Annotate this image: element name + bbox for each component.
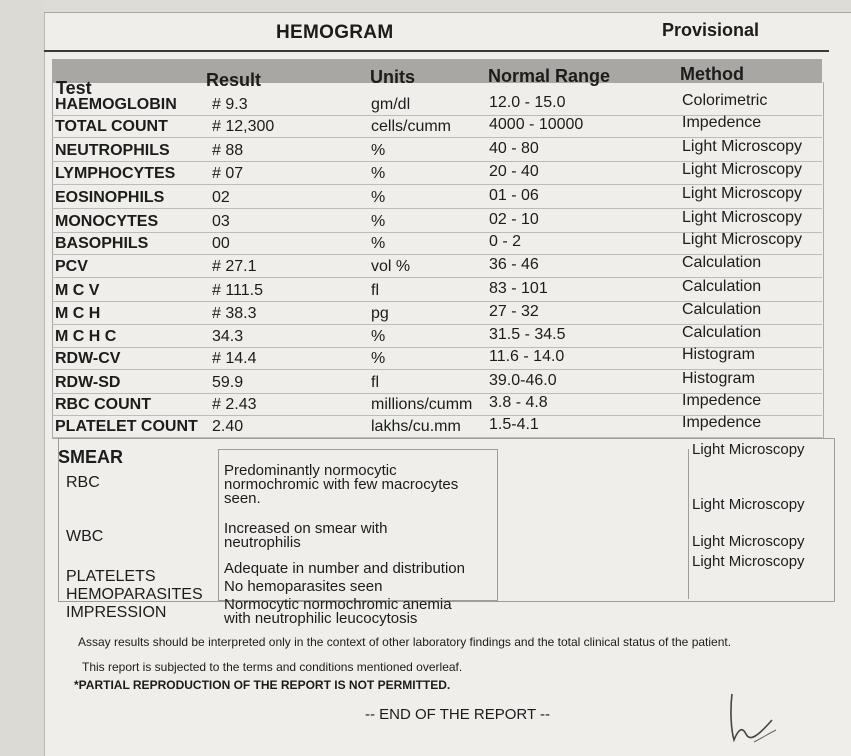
test-units: fl: [371, 374, 379, 391]
test-range: 40 - 80: [489, 140, 539, 157]
smear-method: Light Microscopy: [692, 496, 805, 513]
header-units: Units: [370, 67, 415, 87]
test-result: 03: [212, 213, 230, 230]
test-range: 20 - 40: [489, 163, 539, 180]
test-method: Light Microscopy: [682, 161, 803, 178]
test-units: gm/dl: [371, 96, 411, 113]
test-units: lakhs/cu.mm: [371, 418, 461, 435]
smear-finding: seen.: [224, 490, 261, 507]
smear-finding: No hemoparasites seen: [224, 578, 383, 595]
test-method: Impedence: [682, 392, 762, 409]
smear-test: WBC: [66, 528, 104, 545]
smear-test: PLATELETS: [66, 568, 156, 585]
header-test: Test: [56, 78, 92, 98]
test-method: Light Microscopy: [682, 231, 803, 248]
smear-method: Light Microscopy: [692, 441, 805, 458]
test-method: Calculation: [682, 278, 762, 295]
note-terms: This report is subjected to the terms and conditions mentioned overleaf.: [82, 660, 463, 674]
smear-test: HEMOPARASITES: [66, 586, 203, 603]
test-name: HAEMOGLOBIN: [55, 96, 177, 113]
test-range: 39.0-46.0: [489, 372, 557, 389]
test-result: # 88: [212, 142, 244, 159]
smear-finding: with neutrophilic leucocytosis: [224, 610, 418, 627]
test-method: Histogram: [682, 346, 755, 363]
test-name: M C V: [55, 282, 100, 299]
test-units: pg: [371, 305, 389, 322]
test-units: %: [371, 165, 386, 182]
test-method: Impedence: [682, 414, 762, 431]
report-status: Provisional: [662, 20, 760, 40]
test-range: 36 - 46: [489, 256, 539, 273]
header-result: Result: [206, 70, 262, 90]
test-result: # 9.3: [212, 96, 248, 113]
test-result: 2.40: [212, 418, 244, 435]
test-units: %: [371, 350, 386, 367]
test-name: PLATELET COUNT: [55, 418, 198, 435]
test-units: %: [371, 213, 386, 230]
smear-finding: Adequate in number and distribution: [224, 560, 465, 577]
test-method: Impedence: [682, 114, 762, 131]
smear-method: Light Microscopy: [692, 533, 805, 550]
test-name: NEUTROPHILS: [55, 142, 170, 159]
test-units: vol %: [371, 258, 411, 275]
test-name: TOTAL COUNT: [55, 118, 168, 135]
test-result: 00: [212, 235, 230, 252]
test-method: Calculation: [682, 324, 762, 341]
test-method: Calculation: [682, 254, 762, 271]
test-result: # 2.43: [212, 396, 257, 413]
test-result: # 27.1: [212, 258, 257, 275]
signature-mark: [724, 690, 784, 750]
test-units: %: [371, 235, 386, 252]
test-method: Histogram: [682, 370, 755, 387]
test-name: EOSINOPHILS: [55, 189, 165, 206]
report-title: HEMOGRAM: [276, 22, 394, 43]
test-name: BASOPHILS: [55, 235, 149, 252]
smear-finding: normochromic with few macrocytes: [224, 476, 459, 493]
test-method: Calculation: [682, 301, 762, 318]
test-name: RDW-CV: [55, 350, 121, 367]
test-method: Light Microscopy: [682, 185, 803, 202]
test-range: 31.5 - 34.5: [489, 326, 566, 343]
test-units: millions/cumm: [371, 396, 473, 413]
smear-finding: Predominantly normocytic: [224, 462, 397, 479]
smear-spacer-column: [496, 449, 689, 599]
test-units: %: [371, 189, 386, 206]
test-range: 02 - 10: [489, 211, 539, 228]
note-interpretation: Assay results should be interpreted only in the context of other laboratory findings and the total clinical status of the patient.: [78, 635, 732, 649]
test-result: 34.3: [212, 328, 244, 345]
test-range: 27 - 32: [489, 303, 539, 320]
smear-finding: Increased on smear with: [224, 520, 388, 537]
test-name: M C H C: [55, 328, 117, 345]
test-result: 02: [212, 189, 230, 206]
smear-test: IMPRESSION: [66, 604, 167, 621]
test-method: Light Microscopy: [682, 138, 803, 155]
page-edge: [0, 0, 45, 756]
test-name: PCV: [55, 258, 88, 275]
smear-finding: Normocytic normochromic anemia: [224, 596, 452, 613]
test-name: RDW-SD: [55, 374, 121, 391]
test-name: M C H: [55, 305, 101, 322]
test-units: cells/cumm: [371, 118, 452, 135]
test-result: # 38.3: [212, 305, 257, 322]
test-range: 3.8 - 4.8: [489, 394, 548, 411]
note-reproduction: *PARTIAL REPRODUCTION OF THE REPORT IS NOT PERMITTED.: [74, 678, 451, 692]
test-range: 4000 - 10000: [489, 116, 584, 133]
test-result: # 07: [212, 165, 244, 182]
test-result: # 14.4: [212, 350, 257, 367]
test-result: 59.9: [212, 374, 244, 391]
test-units: %: [371, 328, 386, 345]
test-range: 1.5-4.1: [489, 416, 539, 433]
test-method: Light Microscopy: [682, 209, 803, 226]
test-range: 0 - 2: [489, 233, 522, 250]
smear-heading: SMEAR: [58, 447, 124, 467]
test-range: 83 - 101: [489, 280, 548, 297]
test-result: # 111.5: [212, 282, 264, 299]
top-edge: [44, 0, 851, 13]
test-units: %: [371, 142, 386, 159]
smear-method: Light Microscopy: [692, 553, 805, 570]
smear-finding: neutrophilis: [224, 534, 301, 551]
header-method: Method: [680, 64, 744, 84]
test-name: RBC COUNT: [55, 396, 151, 413]
test-units: fl: [371, 282, 379, 299]
test-method: Colorimetric: [682, 92, 768, 109]
test-range: 11.6 - 14.0: [489, 348, 565, 365]
test-result: # 12,300: [212, 118, 275, 135]
smear-test: RBC: [66, 474, 100, 491]
test-name: LYMPHOCYTES: [55, 165, 176, 182]
test-name: MONOCYTES: [55, 213, 159, 230]
test-range: 01 - 06: [489, 187, 539, 204]
test-range: 12.0 - 15.0: [489, 94, 566, 111]
header-range: Normal Range: [488, 66, 611, 86]
end-of-report: -- END OF THE REPORT --: [365, 706, 551, 723]
title-divider: [44, 50, 829, 52]
